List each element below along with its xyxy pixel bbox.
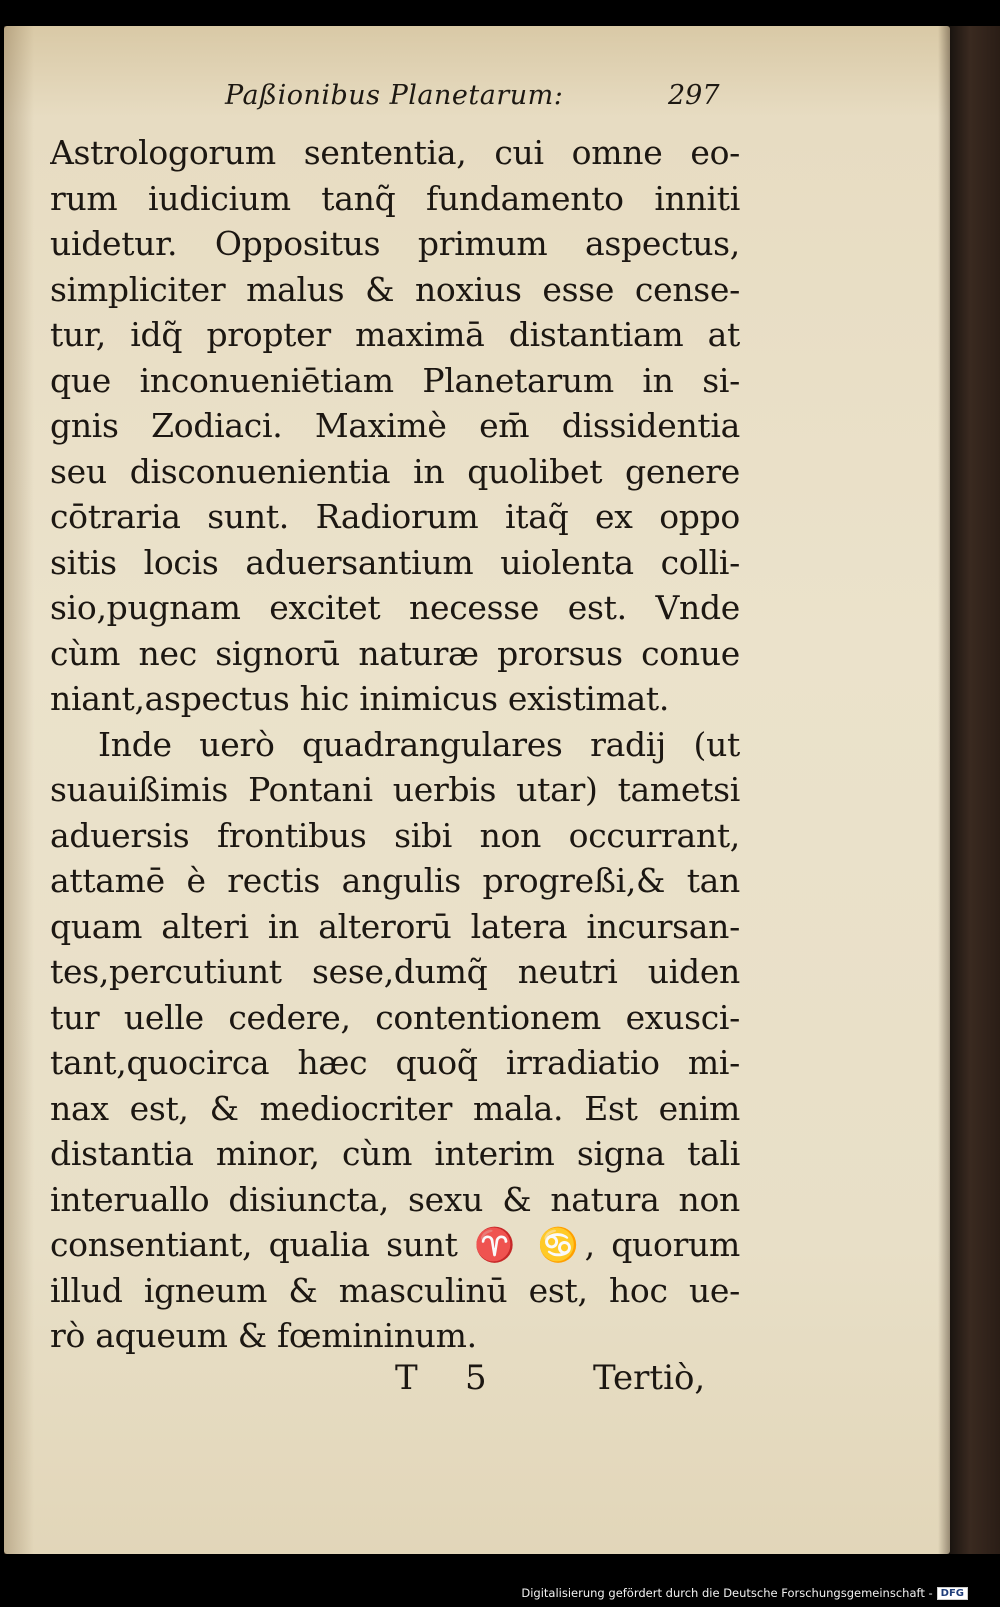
text-line: rò aqueum & fœmininum. [50, 1316, 477, 1355]
text-line: Astrologorum sententia, cui omne eo- [50, 133, 740, 172]
catch-line [395, 1358, 745, 1404]
body-text [50, 130, 740, 1359]
text-line: seu disconuenientia in quolibet genere [50, 451, 740, 491]
text-line: suauißimis Pontani uerbis utar) tametsi [50, 770, 740, 809]
text-line: tur, idq̃ propter maximā distantiam at [50, 315, 740, 354]
text-line: simpliciter malus & noxius esse cense- [50, 269, 740, 309]
text-line: tur uelle cedere, contentionem exusci- [50, 997, 740, 1037]
catchword: Tertiò, [593, 1358, 706, 1398]
text-line: tes,percutiunt sese,dumq̃ neutri uiden [50, 952, 740, 991]
page-number: 297 [668, 80, 720, 111]
text-line: Inde uerò quadrangulares radij (ut [98, 724, 740, 764]
book-binding [950, 26, 1000, 1554]
credit-text: Digitalisierung gefördert durch die Deutsche Forschungsgemeinschaft - [521, 1586, 933, 1600]
text-line: illud igneum & masculinū est, hoc ue- [50, 1270, 740, 1310]
text-line: uidetur. Oppositus primum aspectus, [50, 224, 740, 263]
text-line: que inconueniētiam Planetarum in si- [50, 360, 740, 400]
text-line: quam alteri in alterorū latera incursan- [50, 906, 740, 946]
text-line: aduersis frontibus sibi non occurrant, [50, 815, 740, 855]
text-line: tant,quocirca hæc quoq̃ irradiatio mi- [50, 1043, 740, 1082]
signature-mark: T [395, 1358, 418, 1398]
running-head: Paßionibus Planetarum: [225, 80, 564, 111]
text-line: gnis Zodiaci. Maximè em̄ dissidentia [50, 406, 740, 445]
text-line: nax est, & mediocriter mala. Est enim [50, 1088, 740, 1128]
text-line: niant,aspectus hic inimicus existimat. [50, 679, 670, 718]
text-line: sitis locis aduersantium uiolenta colli- [50, 542, 740, 582]
signature-number: 5 [465, 1358, 487, 1398]
text-line: rum iudicium tanq̃ fundamento inniti [50, 178, 740, 218]
text-line: interuallo disiuncta, sexu & natura non [50, 1179, 740, 1219]
text-line: sio,pugnam excitet necesse est. Vnde [50, 588, 740, 627]
text-line: distantia minor, cùm interim signa tali [50, 1134, 740, 1173]
digitization-credit [521, 1583, 968, 1603]
dfg-logo: DFG [937, 1587, 968, 1600]
text-line: consentiant, qualia sunt ♈ ♋, quorum [50, 1225, 740, 1264]
text-line: attamē è rectis angulis progreßi,& tan [50, 861, 740, 900]
text-line: cùm nec signorū naturæ prorsus conue [50, 633, 740, 673]
text-line: cōtraria sunt. Radiorum itaq̃ ex oppo [50, 497, 740, 536]
